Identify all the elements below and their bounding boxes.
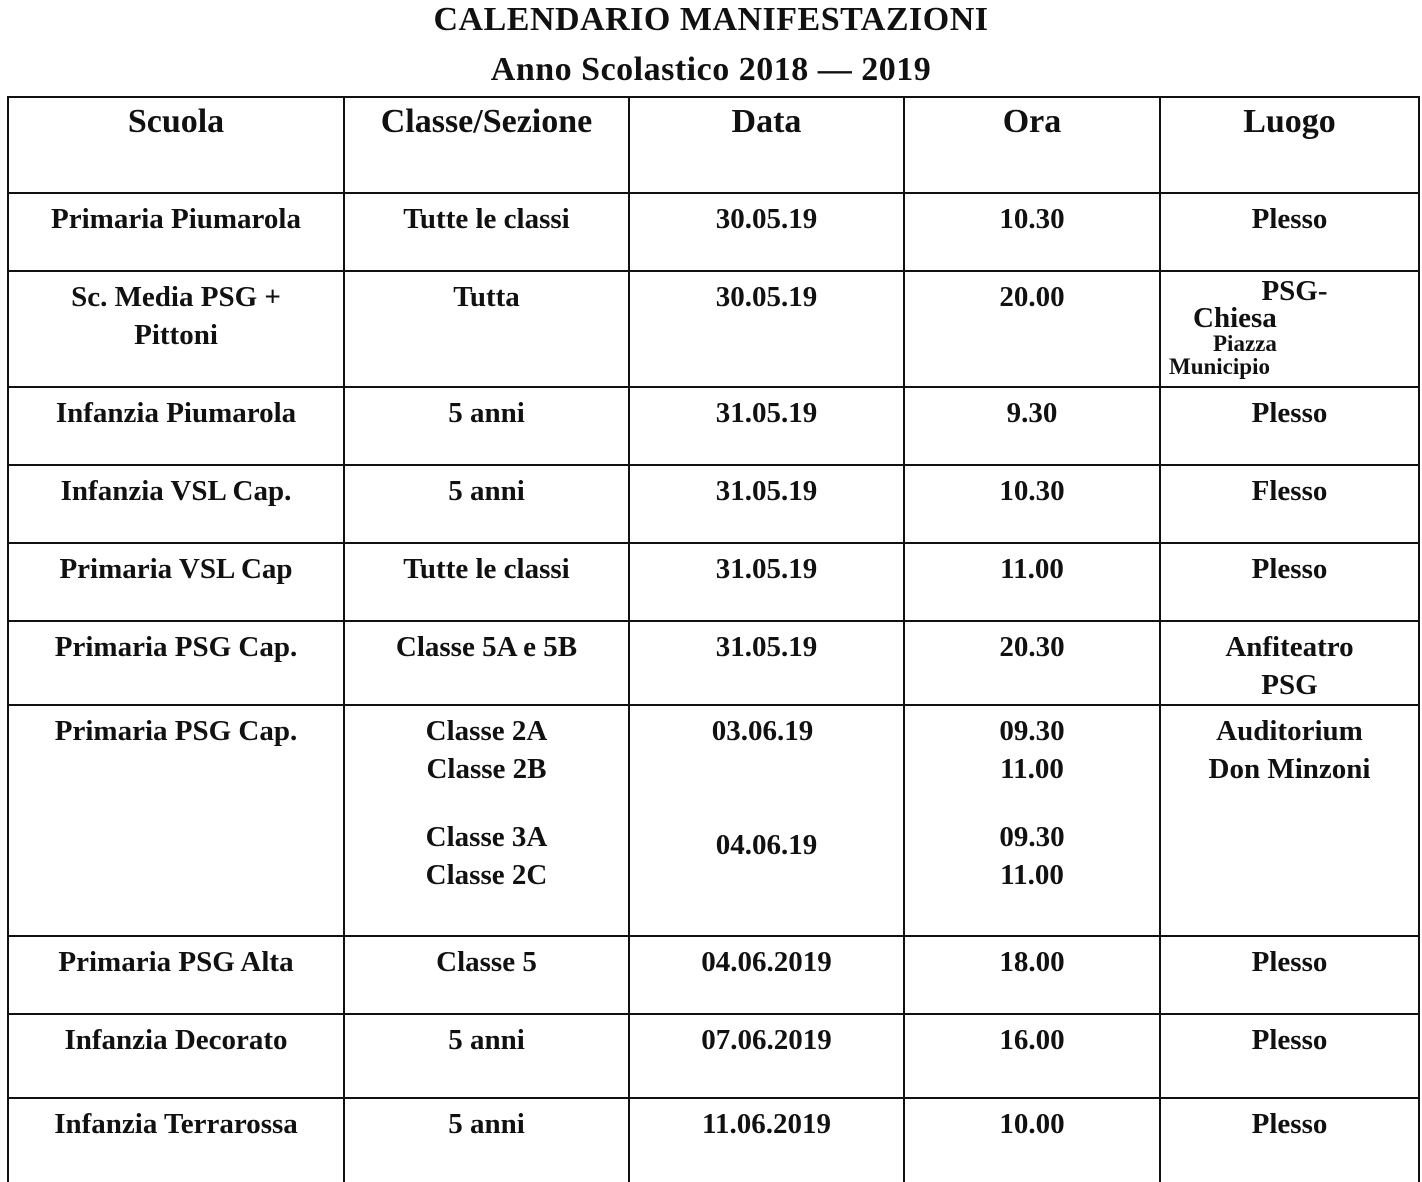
cell-scuola xyxy=(8,271,344,387)
table-row xyxy=(8,1014,1419,1098)
cell-luogo: Plesso xyxy=(1160,1014,1419,1098)
cell-data: 31.05.19 xyxy=(629,621,904,705)
cell-ora: 11.00 xyxy=(904,543,1160,621)
header-ora: Ora xyxy=(904,97,1160,193)
cell-ora: 20.30 xyxy=(904,621,1160,705)
cell-scuola: Infanzia Piumarola xyxy=(8,387,344,465)
cell-spacer xyxy=(905,788,1159,818)
table-row xyxy=(8,465,1419,543)
cell-luogo-line: PSG xyxy=(1261,669,1318,701)
header-scuola: Scuola xyxy=(8,97,344,193)
cell-ora: 16.00 xyxy=(904,1014,1160,1098)
cell-scuola: Primaria VSL Cap xyxy=(8,543,344,621)
cell-spacer xyxy=(345,788,628,818)
cell-scuola: Infanzia VSL Cap. xyxy=(8,465,344,543)
cell-ora xyxy=(904,705,1160,936)
cell-luogo-line: Chiesa xyxy=(1193,302,1277,334)
page-subtitle: Anno Scolastico 2018 — 2019 xyxy=(490,51,932,88)
cell-data: 30.05.19 xyxy=(629,271,904,387)
cell-luogo: Flesso xyxy=(1160,465,1419,543)
cell-data: 31.05.19 xyxy=(629,387,904,465)
cell-data: 31.05.19 xyxy=(629,465,904,543)
table-row xyxy=(8,193,1419,271)
table-row xyxy=(8,387,1419,465)
cell-luogo-line: PSG- xyxy=(1261,275,1328,307)
header-classe: Classe/Sezione xyxy=(344,97,629,193)
table-row xyxy=(8,936,1419,1014)
cell-scuola: Infanzia Decorato xyxy=(8,1014,344,1098)
cell-luogo-line: Auditorium xyxy=(1216,715,1363,747)
events-table xyxy=(7,96,1420,1182)
cell-luogo-line: Anfiteatro xyxy=(1225,631,1354,663)
cell-ora-line: 11.00 xyxy=(1000,859,1064,891)
cell-ora: 20.00 xyxy=(904,271,1160,387)
cell-data xyxy=(629,705,904,936)
cell-luogo-line: Piazza xyxy=(1213,331,1277,356)
cell-scuola: Primaria Piumarola xyxy=(8,193,344,271)
cell-scuola: Infanzia Terrarossa xyxy=(8,1098,344,1182)
table-row xyxy=(8,621,1419,705)
cell-classe: 5 anni xyxy=(344,1098,629,1182)
cell-classe-line: Classe 3A xyxy=(425,821,548,853)
cell-data: 31.05.19 xyxy=(629,543,904,621)
cell-data: 04.06.2019 xyxy=(629,936,904,1014)
cell-luogo: Plesso xyxy=(1160,193,1419,271)
cell-ora: 10.00 xyxy=(904,1098,1160,1182)
cell-ora-line: 11.00 xyxy=(1000,753,1064,785)
cell-ora-line: 09.30 xyxy=(999,821,1065,853)
page-title: CALENDARIO MANIFESTAZIONI xyxy=(433,1,989,38)
cell-scuola-line: Pittoni xyxy=(134,319,218,351)
cell-classe: 5 anni xyxy=(344,1014,629,1098)
cell-luogo-line: Don Minzoni xyxy=(1208,753,1371,785)
cell-classe xyxy=(344,705,629,936)
cell-classe: Classe 5 xyxy=(344,936,629,1014)
cell-data: 11.06.2019 xyxy=(629,1098,904,1182)
cell-classe: Tutte le classi xyxy=(344,193,629,271)
cell-luogo xyxy=(1160,621,1419,705)
cell-ora-line: 09.30 xyxy=(999,715,1065,747)
cell-data-line: 04.06.19 xyxy=(715,829,818,861)
cell-luogo-line: Municipio xyxy=(1169,354,1270,379)
table-row xyxy=(8,1098,1419,1182)
cell-luogo: Plesso xyxy=(1160,936,1419,1014)
cell-scuola: Primaria PSG Cap. xyxy=(8,621,344,705)
cell-classe-line: Classe 2B xyxy=(426,753,547,785)
table-row xyxy=(8,271,1419,387)
cell-ora: 10.30 xyxy=(904,465,1160,543)
header-data: Data xyxy=(629,97,904,193)
table-header-row xyxy=(8,97,1419,193)
cell-luogo: Plesso xyxy=(1160,1098,1419,1182)
cell-classe: 5 anni xyxy=(344,387,629,465)
cell-data-line: 03.06.19 xyxy=(711,715,814,747)
table-row xyxy=(8,705,1419,936)
cell-ora: 9.30 xyxy=(904,387,1160,465)
cell-classe-line: Classe 2A xyxy=(425,715,548,747)
cell-classe: Classe 5A e 5B xyxy=(344,621,629,705)
cell-classe: 5 anni xyxy=(344,465,629,543)
cell-classe: Tutte le classi xyxy=(344,543,629,621)
cell-luogo: Plesso xyxy=(1160,387,1419,465)
cell-scuola-line: Sc. Media PSG + xyxy=(71,281,281,313)
cell-luogo xyxy=(1160,705,1419,936)
cell-luogo xyxy=(1160,271,1419,387)
cell-classe: Tutta xyxy=(344,271,629,387)
cell-classe-line: Classe 2C xyxy=(425,859,548,891)
cell-scuola: Primaria PSG Alta xyxy=(8,936,344,1014)
cell-ora: 18.00 xyxy=(904,936,1160,1014)
cell-scuola: Primaria PSG Cap. xyxy=(8,705,344,936)
header-luogo: Luogo xyxy=(1160,97,1419,193)
cell-data: 07.06.2019 xyxy=(629,1014,904,1098)
cell-data: 30.05.19 xyxy=(629,193,904,271)
cell-luogo: Plesso xyxy=(1160,543,1419,621)
cell-ora: 10.30 xyxy=(904,193,1160,271)
cell-spacer xyxy=(630,750,903,826)
table-row xyxy=(8,543,1419,621)
